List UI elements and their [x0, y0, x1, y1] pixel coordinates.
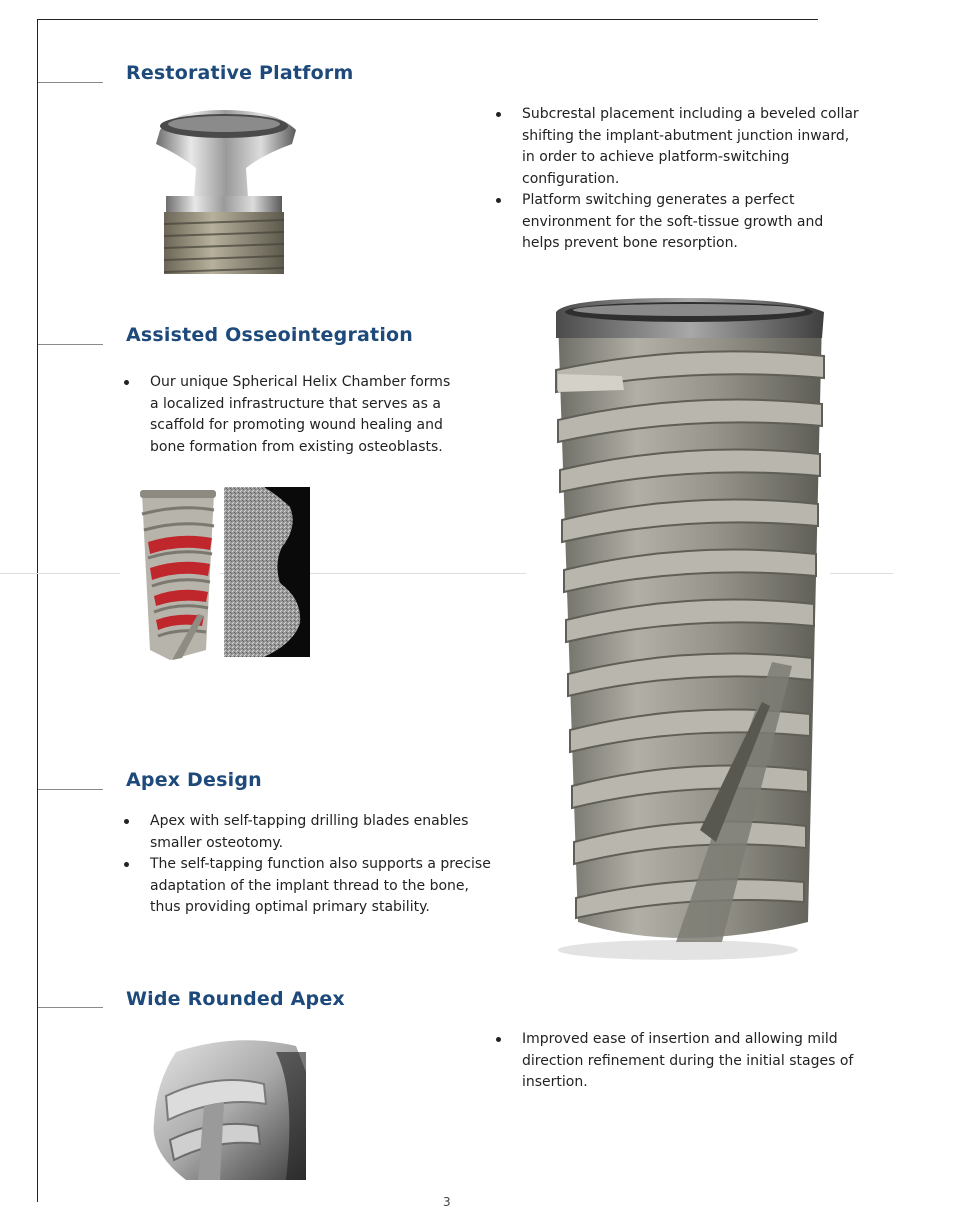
page-number: 3 — [443, 1196, 451, 1208]
rounded-apex-bullet-list — [495, 1029, 865, 1094]
bullet-item: Subcrestal placement including a beveled collar shifting the implant-abutment junction inward, in order to achieve platform-switching configuration. — [495, 104, 865, 190]
apex-bullet-list — [123, 811, 493, 919]
restorative-bullet-list — [495, 104, 865, 255]
bullet-item: Apex with self-tapping drilling blades enables smaller osteotomy. — [123, 811, 493, 854]
section-title-apex-design: Apex Design — [126, 769, 262, 791]
rounded-apex-closeup-image — [146, 1032, 306, 1180]
section-tick — [38, 789, 103, 790]
page-frame-top — [37, 19, 818, 20]
section-title-wide-rounded-apex: Wide Rounded Apex — [126, 988, 345, 1010]
bone-growth-micrograph-image — [224, 487, 310, 657]
section-tick — [38, 82, 103, 83]
section-tick — [38, 1007, 103, 1008]
dental-implant-large-image — [526, 282, 830, 972]
page-frame-left — [37, 19, 38, 1202]
section-title-restorative-platform: Restorative Platform — [126, 62, 354, 84]
osseo-bullet-list — [123, 372, 453, 458]
abutment-image — [136, 108, 310, 274]
bullet-item: Improved ease of insertion and allowing mild direction refinement during the initial stages of insertion. — [495, 1029, 865, 1094]
bullet-item: The self-tapping function also supports a precise adaptation of the implant thread to the bone, thus providing optimal primary stability. — [123, 854, 493, 919]
section-tick — [38, 344, 103, 345]
bullet-item: Platform switching generates a perfect environment for the soft-tissue growth and helps prevent bone resorption. — [495, 190, 865, 255]
helix-chamber-implant-image — [120, 474, 220, 674]
section-title-assisted-osseointegration: Assisted Osseointegration — [126, 324, 414, 346]
bullet-item: Our unique Spherical Helix Chamber forms a localized infrastructure that serves as a scaffold for promoting wound healing and bone formation from existing osteoblasts. — [123, 372, 453, 458]
